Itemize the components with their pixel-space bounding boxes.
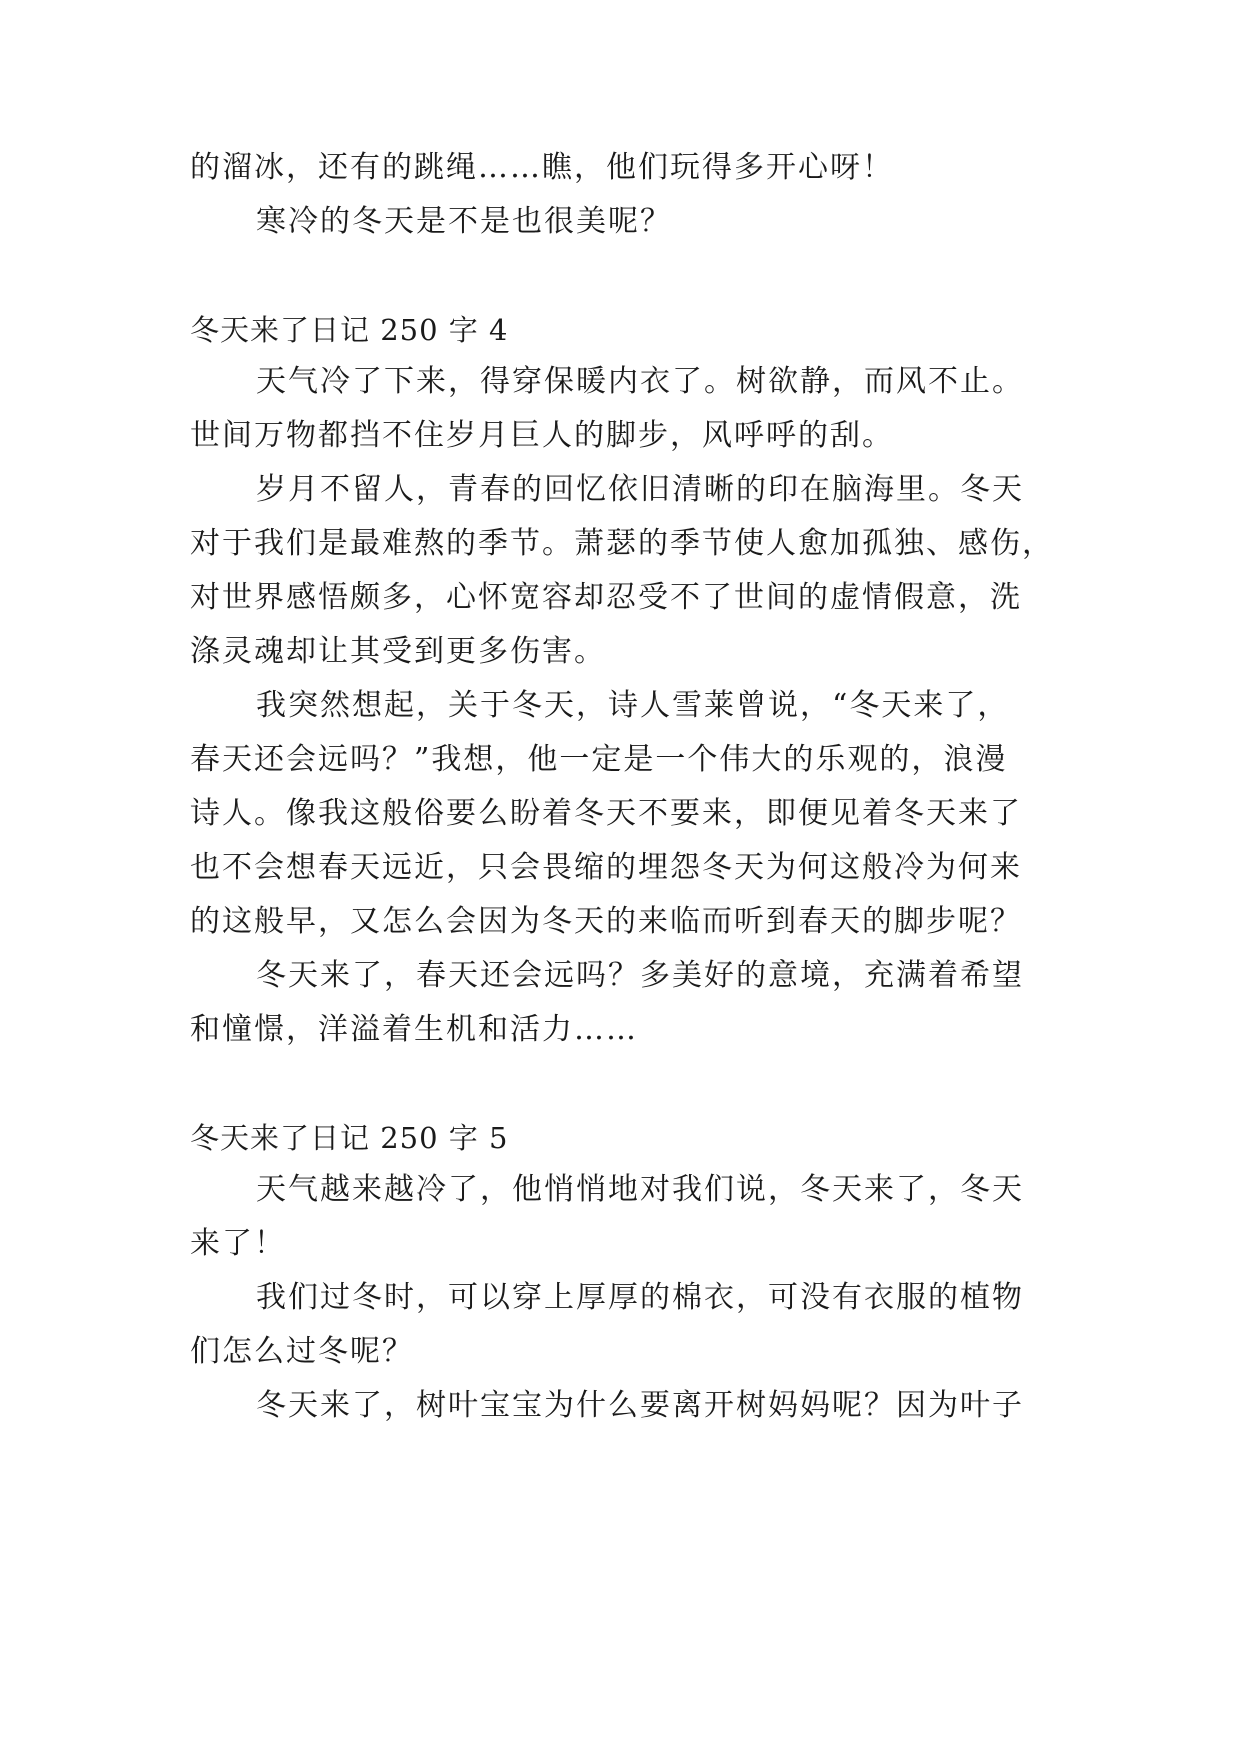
section-title: 冬天来了日记 250 字 4 <box>190 313 509 347</box>
paragraph-line: 诗人。像我这般俗要么盼着冬天不要来，即便见着冬天来了 <box>190 796 1022 831</box>
paragraph-line: 春天还会远吗？”我想，他一定是一个伟大的乐观的，浪漫 <box>190 742 1008 777</box>
paragraph-line: 岁月不留人，青春的回忆依旧清晰的印在脑海里。冬天 <box>256 472 1024 507</box>
paragraph-line: 冬天来了，春天还会远吗？多美好的意境，充满着希望 <box>256 958 1024 993</box>
paragraph-line: 我们过冬时，可以穿上厚厚的棉衣，可没有衣服的植物 <box>256 1280 1024 1315</box>
paragraph-line: 天气冷了下来，得穿保暖内衣了。树欲静，而风不止。 <box>256 364 1024 399</box>
paragraph-line: 冬天来了，树叶宝宝为什么要离开树妈妈呢？因为叶子 <box>256 1388 1024 1423</box>
paragraph-line: 们怎么过冬呢？ <box>190 1334 414 1369</box>
paragraph-line: 和憧憬，洋溢着生机和活力…… <box>190 1012 638 1047</box>
paragraph-line: 也不会想春天远近，只会畏缩的埋怨冬天为何这般冷为何来 <box>190 850 1022 885</box>
paragraph-line: 对于我们是最难熬的季节。萧瑟的季节使人愈加孤独、感伤， <box>190 526 1054 561</box>
paragraph-line: 的这般早，又怎么会因为冬天的来临而听到春天的脚步呢？ <box>190 904 1022 939</box>
section-title: 冬天来了日记 250 字 5 <box>190 1121 509 1155</box>
paragraph-line: 世间万物都挡不住岁月巨人的脚步，风呼呼的刮。 <box>190 418 894 453</box>
paragraph-line: 对世界感悟颇多，心怀宽容却忍受不了世间的虚情假意，洗 <box>190 580 1022 615</box>
paragraph-line: 的溜冰，还有的跳绳……瞧，他们玩得多开心呀！ <box>190 150 894 185</box>
paragraph-line: 来了！ <box>190 1226 286 1261</box>
paragraph-line: 天气越来越冷了，他悄悄地对我们说，冬天来了，冬天 <box>256 1172 1024 1207</box>
paragraph-line: 我突然想起，关于冬天，诗人雪莱曾说，“冬天来了， <box>256 688 1010 723</box>
paragraph-line: 寒冷的冬天是不是也很美呢？ <box>256 204 672 239</box>
paragraph-line: 涤灵魂却让其受到更多伤害。 <box>190 634 606 669</box>
